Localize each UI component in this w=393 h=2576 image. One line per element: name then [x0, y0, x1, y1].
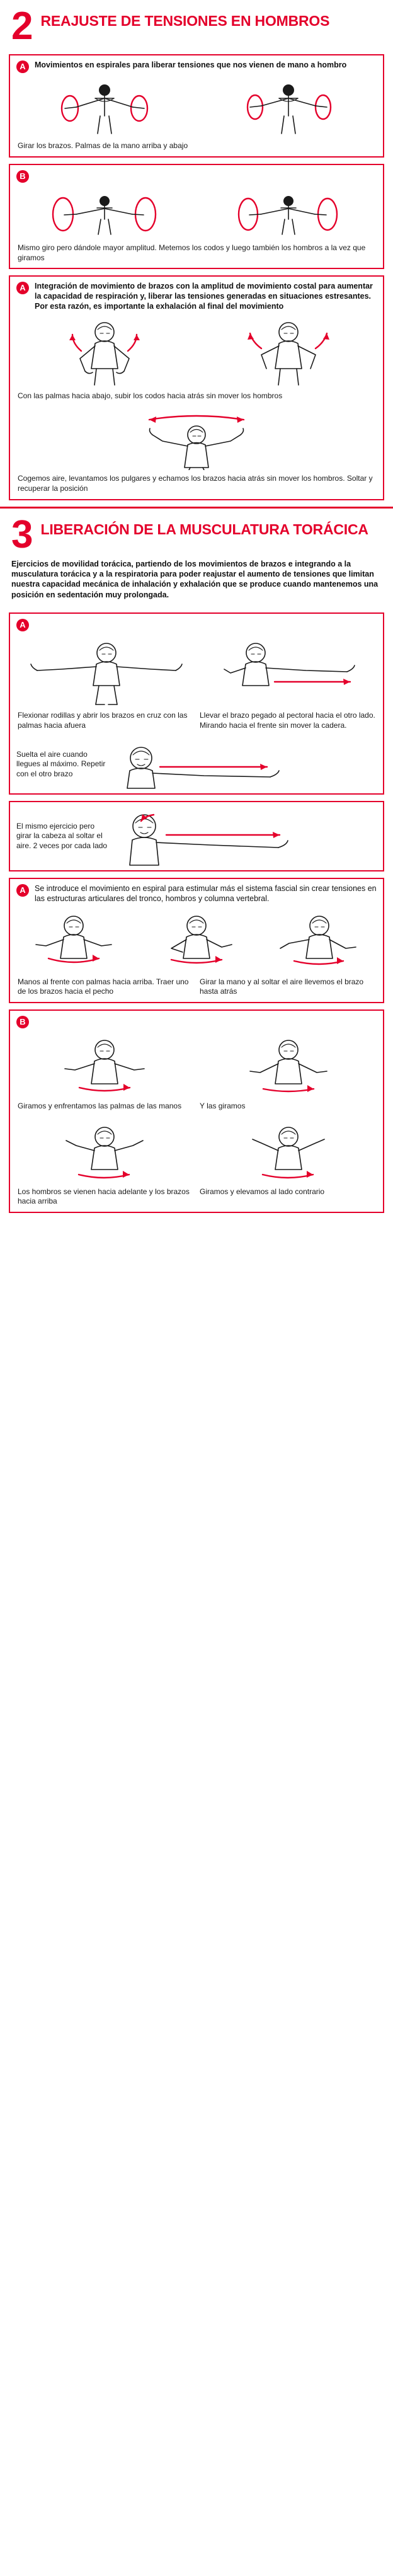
- caption-with-figure: [10, 802, 383, 870]
- badge-letter: A: [16, 619, 29, 631]
- exercise-block-2c: [9, 275, 384, 500]
- exercise-block-3b: [9, 801, 384, 871]
- figure-elbows-back: [241, 318, 336, 388]
- figure-elbows-front: [57, 318, 152, 388]
- figure-group-2: [10, 406, 383, 471]
- illustration: [275, 911, 363, 974]
- section-header-2: [0, 0, 393, 48]
- caption-columns: [10, 1099, 383, 1117]
- exercise-caption: Con las palmas hacia abajo, subir los codos hacia atrás sin mover los hombros: [18, 391, 283, 400]
- caption-columns: [10, 975, 383, 1002]
- badge-row: [10, 277, 383, 314]
- caption-columns-2: [10, 1185, 383, 1212]
- illustration: [48, 189, 161, 239]
- figure-group-2: [10, 1117, 383, 1185]
- figure-arm-across: [212, 638, 369, 707]
- caption-col-4: Giramos y elevamos al lado contrario: [200, 1187, 325, 1196]
- badge-row: [10, 165, 383, 185]
- exercise-block-3a: [9, 612, 384, 795]
- illustration: [57, 1120, 152, 1183]
- caption-col-1: Manos al frente con palmas hacia arriba. Traer uno de los brazos hacia el pecho: [18, 977, 189, 996]
- figure-spiral-1: [30, 911, 118, 974]
- badge-description: Integración de movimiento de brazos con la amplitud de movimiento costal para aumentar la capacidad de respiración y, liberar las tensiones generadas en situaciones estresantes. Por esta razón, es importante la exhalación al final del movimiento: [35, 282, 373, 311]
- caption-col-3: Suelta el aire cuando llegues al máximo. Repetir con el otro brazo: [16, 749, 106, 778]
- figure-group: [10, 907, 383, 975]
- badge-letter: B: [16, 170, 29, 183]
- section-header-3: [0, 509, 393, 556]
- figure-head-turn: [116, 806, 377, 866]
- figure-group: [10, 1031, 383, 1099]
- figure-group: [10, 634, 383, 708]
- illustration: [25, 638, 188, 707]
- figure-palms-facing: [57, 1035, 152, 1098]
- figure-group: [10, 185, 383, 241]
- section-title: REAJUSTE DE TENSIONES EN HOMBROS: [40, 13, 330, 29]
- figure-spiral-2: [152, 911, 241, 974]
- badge-letter: A: [16, 282, 29, 294]
- figure-arms-spread-2: [235, 79, 342, 137]
- exercise-block-2b: [9, 164, 384, 269]
- figure-rotate-opposite: [241, 1120, 336, 1183]
- figure-wide-spiral-2: [232, 189, 345, 239]
- caption-col-2: Llevar el brazo pegado al pectoral hacia el otro lado. Mirando hacia el frente sin mover la cadera.: [200, 710, 375, 730]
- badge-letter: B: [16, 1016, 29, 1028]
- figure-arms-cross-1: [25, 638, 188, 707]
- illustration: [116, 739, 292, 790]
- illustration: [30, 911, 118, 974]
- badge-description: Se introduce el movimiento en espiral para estimular más el sistema fascial sin crear tensiones en las estructuras articulares del tronco, hombros y columna vertebral.: [35, 884, 377, 903]
- exercise-note: El mismo ejercicio pero girar la cabeza al soltar el aire. 2 veces por cada lado: [16, 821, 108, 850]
- illustration: [241, 1035, 336, 1098]
- section-number: 2: [11, 4, 33, 48]
- badge-row: [10, 879, 383, 907]
- caption-col-1: Flexionar rodillas y abrir los brazos en cruz con las palmas hacia afuera: [18, 710, 188, 730]
- badge-row: [10, 1011, 383, 1031]
- badge-letter: A: [16, 884, 29, 897]
- caption-col-2: Y las giramos: [200, 1101, 246, 1111]
- exercise-block-3c: [9, 878, 384, 1003]
- figure-group: [10, 76, 383, 139]
- illustration: [57, 1035, 152, 1098]
- illustration: [102, 410, 291, 470]
- caption-col-3: Los hombros se vienen hacia adelante y los brazos hacia arriba: [18, 1187, 190, 1206]
- section-intro: Ejercicios de movilidad torácica, partiendo de los movimientos de brazos e integrando a la musculatura torácica y a la respiratoria para poder reajustar el aumento de tensiones que limitan nuestra capacidad mecánica de inhalación y exhalación que se produce cuando mantenemos una posición en sedentación muy prolongada.: [11, 559, 379, 599]
- exercise-caption: Girar los brazos. Palmas de la mano arriba y abajo: [18, 141, 188, 151]
- illustration: [235, 79, 342, 137]
- illustration: [241, 318, 336, 388]
- illustration: [212, 638, 369, 707]
- illustration: [152, 911, 241, 974]
- figure-shoulders-forward: [57, 1120, 152, 1183]
- exercise-block-2a: [9, 54, 384, 158]
- exercise-caption: Cogemos aire, levantamos los pulgares y echamos los brazos hacia atrás sin mover los hombros. Soltar y recuperar la posición: [18, 474, 373, 493]
- figure-wide-spiral-1: [48, 189, 161, 239]
- exercise-block-3d: [9, 1009, 384, 1213]
- illustration: [116, 806, 305, 866]
- caption-col-1: Giramos y enfrentamos las palmas de las manos: [18, 1101, 182, 1111]
- figure-exhale: [116, 739, 377, 790]
- badge-row: [10, 614, 383, 634]
- illustration: [232, 189, 345, 239]
- illustration: [241, 1120, 336, 1183]
- caption-columns: [10, 708, 383, 735]
- figure-spiral-3: [275, 911, 363, 974]
- figure-palms-rotate: [241, 1035, 336, 1098]
- illustration: [51, 79, 158, 137]
- caption-with-figure: [10, 735, 383, 793]
- figure-arms-spread-1: [51, 79, 158, 137]
- section-title: LIBERACIÓN DE LA MUSCULATURA TORÁCICA: [40, 520, 368, 538]
- caption-col-2: Girar la mano y al soltar el aire llevemos el brazo hasta atrás: [200, 977, 364, 996]
- exercise-caption: Mismo giro pero dándole mayor amplitud. Metemos los codos y luego también los hombros a la vez que giramos: [18, 243, 366, 262]
- figure-thumbs-up: [102, 410, 291, 470]
- section-number: 3: [11, 512, 33, 556]
- badge-letter: A: [16, 60, 29, 73]
- badge-description: Movimientos en espirales para liberar tensiones que nos vienen de mano a hombro: [35, 60, 347, 70]
- badge-row: [10, 55, 383, 76]
- illustration: [57, 318, 152, 388]
- figure-group: [10, 314, 383, 389]
